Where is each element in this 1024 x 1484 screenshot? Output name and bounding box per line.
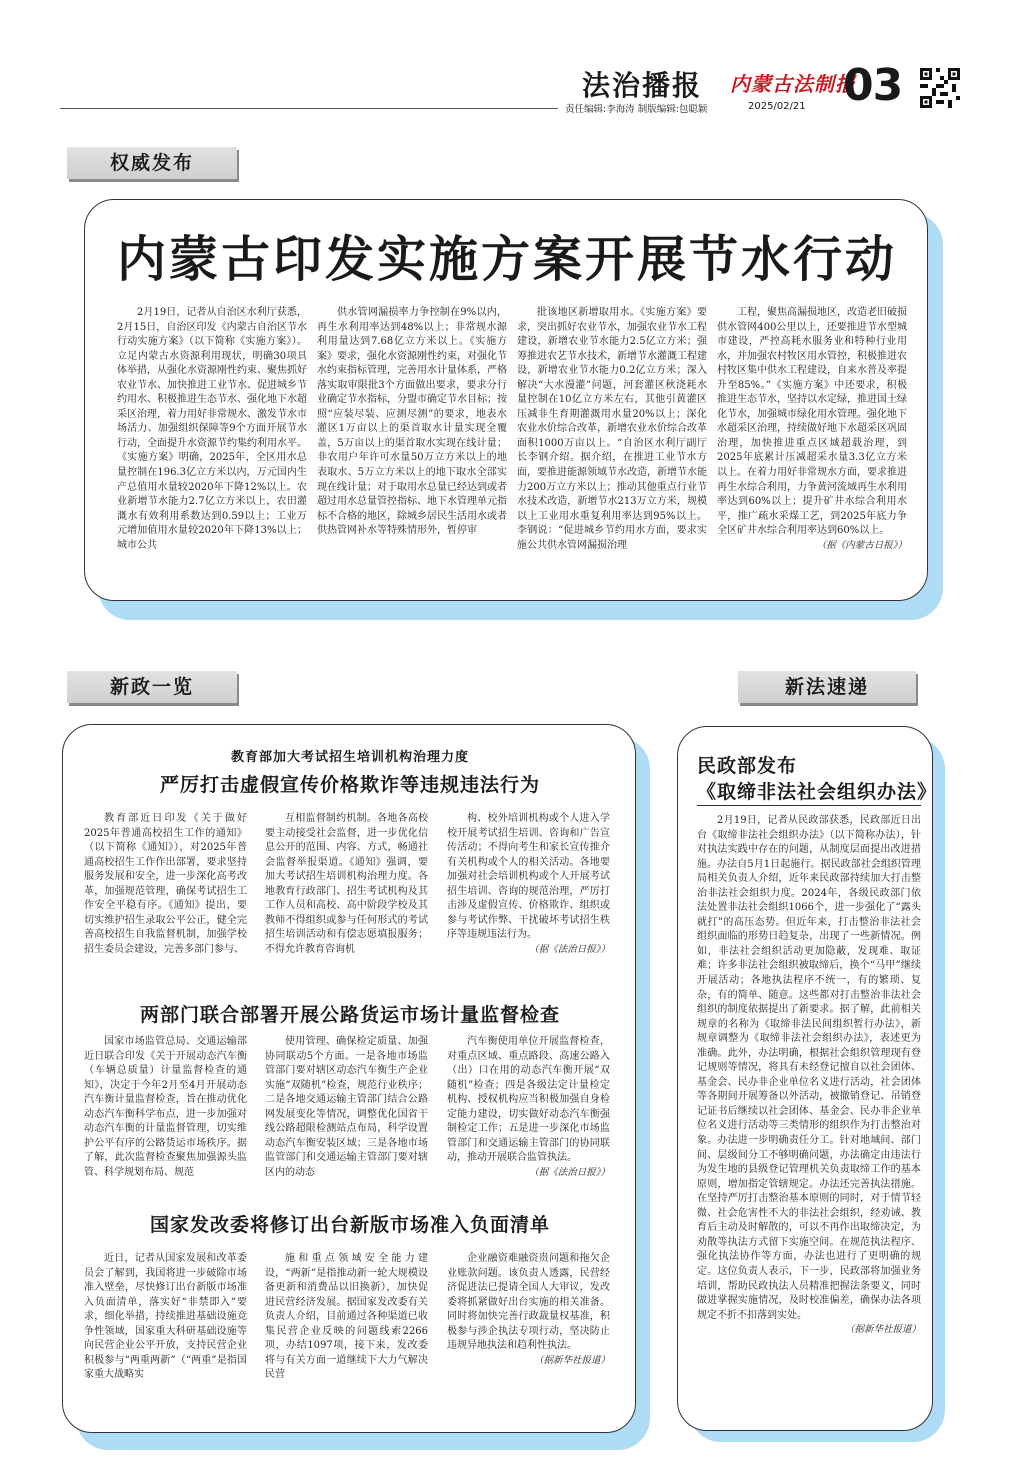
ndrc-article-source: （据新华社报道） (533, 1354, 610, 1366)
page-number: 03 (843, 60, 903, 111)
freight-article-col-2-text: 使用管理、确保检定质量、加强协同联动5个方面。一是各地市场监管部门要对辖区动态汽车衡生产企业实施“双随机”检查，规范行业秩序；二是各地交通运输主管部门结合公路网发展变化等情况，调整优化国省干线公路超限检测站点布局，科学设置动态汽车衡安装区域；三是各地市场监管部门和交通运输主管部门要对辖区内的动态 (265, 1036, 428, 1178)
law-article-title-line-2: 《取缔非法社会组织办法》 (697, 781, 938, 803)
tag-policy (67, 671, 237, 703)
editor-credit: 责任编辑:李海涛 制版编辑:包聪颖 (565, 104, 708, 115)
main-article-col-4-text: 工程，聚焦高漏损地区，改造老旧破损供水管网400公里以上，还要推进节水型城市建设，严控高耗水服务业和特种行业用水，并加强农村牧区用水管控，积极推进农村牧区集中供水工程建设，自来水普及率提升至85%。”《实施方案》中还要求，积极推进生态节水，坚持以水定绿，推进国土绿化节水，加强城市绿化用水管理。强化地下水超采区治理，持续做好地下水超采区巩固治理，加快推进重点区域超载治理，到2025年底累计压减超采水量3.3亿立方米以上。在着力用好非常规水方面，要求推进再生水综合利用，力争黄河流域再生水利用率达到60%以上；提升矿井水综合利用水平，推广疏水采煤工艺，到2025年底力争全区矿井水综合利用率达到60%以上。 (717, 307, 907, 537)
freight-article-col-1 (84, 1035, 247, 1195)
freight-article-title: 两部门联合部署开展公路货运市场计量监督检查 (139, 1004, 560, 1026)
law-article-source: （据新华社报道） (844, 1324, 921, 1336)
paper-name: 内蒙古法制报 (730, 72, 856, 96)
main-article-col-2-text: 供水管网漏损率力争控制在9%以内，再生水利用率达到48%以上；非常规水源利用量达到7.68亿立方米以上。《实施方案》要求，强化水资源刚性约束，对强化节水约束指标管理，完善用水计量体系，严格落实取审限批3个方面做出要求，要求分行业确定节水指标，分盟市确定节水目标；按照“应装尽装、应测尽测”的要求，地表水灌区1万亩以上的渠首取水计量实现全覆盖，5万亩以上的渠首取水实现在线计量；非农用户年许可水量50万立方米以上的地表取水、5万立方米以上的地下取水全部实现在线计量；对于取用水总量已经达到或者超过用水总量管控指标、地下水管理单元指标不合格的地区，除城乡居民生活用水或者供热管网补水等特殊情形外，暂停审 (317, 307, 507, 537)
edu-article-col-3-text: 构、校外培训机构或个人进入学校开展考试招生培训、咨询和广告宣传活动；不得向考生和家长宣传推介有关机构或个人的相关活动。各地要加强对社会培训机构或个人开展考试招生培训、咨询的规范治理，严厉打击涉及虚假宣传、价格欺诈、组织或参与考试作弊、干扰破坏考试招生秩序等违规违法行为。 (447, 813, 610, 941)
ndrc-article-col-3-text: 企业融资难融资贵问题和拖欠企业账款问题。该负责人透露，民营经济促进法已提请全国人大审议，发改委将抓紧做好出台实施的相关准备。同时将加快完善行政裁量权基准，积极参与涉企执法专项行动，坚决防止违规异地执法和趋利性执法。 (447, 1253, 610, 1352)
edu-article-subtitle: 教育部加大考试招生培训机构治理力度 (230, 750, 469, 765)
tag-policy-label: 新政一览 (109, 676, 194, 698)
main-article-col-1-text: 2月19日，记者从自治区水利厅获悉，2月15日，自治区印发《内蒙古自治区节水行动实施方案》（以下简称《实施方案》）。立足内蒙古水资源利用现状，明确30项具体举措，从强化水资源刚性约束、聚焦抓好农业节水、加快推进工业节水、促进城乡节约用水、积极推进生态节水、强化地下水超采区治理，着力用好非常规水、激发节水市场活力、加强组织保障等9个方面开展节水行动，全面提升水资源节约集约利用水平。《实施方案》明确，2025年，全区用水总量控制在196.3亿立方米以内，万元国内生产总值用水量较2020年下降12%以上。农业新增节水能力2.7亿立方米以上，农田灌溉水有效利用系数达到0.59以上；工业万元增加值用水量较2020年下降13%以上；城市公共 (117, 307, 307, 551)
edu-article-col-2 (265, 812, 428, 987)
law-article-title-line-1: 民政部发布 (697, 755, 798, 777)
ndrc-article-col-2-text: 施和重点领域安全能力建设，“两新”是指推动新一轮大规模设备更新和消费品以旧换新），加快促进民营经济发展。据国家发改委有关负责人介绍，目前通过各种渠道已收集民营企业反映的问题线索2266项，办结1097项，接下来，发改委将与有关方面一道继续下大力气解决民营 (265, 1253, 428, 1381)
issue-date: 2025/02/21 (748, 101, 806, 112)
main-article-col-4 (717, 306, 907, 586)
edu-article-col-2-text: 互相监督制约机制。各地各高校要主动接受社会监督，进一步优化信息公开的范围、内容、方式，畅通社会监督举报渠道。《通知》强调，要加大考试招生培训机构治理力度。各地教育行政部门、招生考试机构及其工作人员和高校、高中阶段学校及其教师不得组织或参与任何形式的考试招生培训活动和有偿志愿填报服务；不得允许教育咨询机 (265, 813, 428, 955)
edu-article-col-3 (447, 812, 610, 987)
freight-article-col-1-text: 国家市场监管总局、交通运输部近日联合印发《关于开展动态汽车衡（车辆总质量）计量监督检查的通知》，决定于今年2月至4月开展动态汽车衡计量监督检查，旨在推动优化动态汽车衡科学布点，进一步加强对动态汽车衡的计量监督管理，切实维护公平有序的公路货运市场秩序。据了解，此次监督检查聚焦加强源头监管、科学规划布局、规范 (84, 1036, 247, 1178)
ndrc-article-col-2 (265, 1252, 428, 1422)
header-rule (60, 108, 558, 109)
tag-newlaw (738, 671, 916, 703)
main-article-source: （据《内蒙古日报》） (816, 539, 907, 551)
law-article-body (697, 814, 921, 1424)
ndrc-article-col-3 (447, 1252, 610, 1422)
edu-article-title: 严厉打击虚假宣传价格欺诈等违规违法行为 (159, 774, 540, 796)
edu-article-source: （据《法治日报》） (529, 943, 610, 955)
tag-newlaw-label: 新法速递 (784, 676, 869, 698)
freight-article-col-2 (265, 1035, 428, 1195)
ndrc-article-col-1-text: 近日，记者从国家发展和改革委员会了解到，我国将进一步破除市场准入壁垒，尽快修订出台新版市场准入负面清单，落实好“非禁即入”要求，细化举措，持续推进基础设施竞争性领域，国家重大科研基础设施等向民营企业公平开放，支持民营企业积极参与“两重两新”（“两重”是指国家重大战略实 (84, 1253, 247, 1381)
freight-article-col-3 (447, 1035, 610, 1195)
main-article-title: 内蒙古印发实施方案开展节水行动 (116, 230, 897, 288)
freight-article-source: （据《法治日报》） (529, 1166, 610, 1178)
tag-authority (67, 147, 237, 179)
main-article-col-2 (317, 306, 507, 586)
law-article-rule (697, 805, 921, 806)
edu-article-col-1-text: 教育部近日印发《关于做好2025年普通高校招生工作的通知》（以下简称《通知》），对2025年普通高校招生工作作出部署，要求坚持服务发展和安全，进一步深化高考改革，加强规范管理，确保考试招生工作安全平稳有序。《通知》提出，要切实维护招生录取公平公正，健全完善高校招生自我监督机制，加强学校招生委员会建设，完善多部门参与、 (84, 813, 247, 955)
edu-article-col-1 (84, 812, 247, 987)
freight-article-col-3-text: 汽车衡使用单位开展监督检查，对重点区域、重点路段、高速公路入（出）口在用的动态汽车衡开展“双随机”检查；四是各级法定计量检定机构、授权机构应当积极加强自身检定能力建设，切实做好动态汽车衡强制检定工作；五是进一步深化市场监管部门和交通运输主管部门的协同联动，推动开展联合监管执法。 (447, 1036, 610, 1164)
main-article-col-1 (117, 306, 307, 586)
ndrc-article-col-1 (84, 1252, 247, 1422)
law-article-text: 2月19日，记者从民政部获悉，民政部近日出台《取缔非法社会组织办法》（以下简称办法），针对执法实践中存在的问题，从制度层面提出改进措施。办法自5月1日起施行。据民政部社会组织管理局相关负责人介绍，近年来民政部持续加大打击整治非法社会组织力度。2024年，各级民政部门依法处置非法社会组织1066个，进一步强化了“露头就打”的高压态势。但近年来，打击整治非法社会组织面临的形势日趋复杂，出现了一些新情况。例如，非法社会组织活动更加隐蔽，发现难、取证难；许多非法社会组织被取缔后，换个“马甲”继续开展活动；各地执法程序不统一，有的繁琐、复杂，有的简单、随意。这些都对打击整治非法社会组织的制度依据提出了新要求。据了解，此前相关规章的名称为《取缔非法民间组织暂行办法》，新规章调整为《取缔非法社会组织办法》，表述更为准确。此外，办法明确，根据社会组织管理现有登记规则等情况，将具有未经登记擅自以社会团体、基金会、民办非企业单位名义进行活动，社会团体等各期间开展筹备以外活动，被撤销登记、吊销登记证书后继续以社会团体、基金会、民办非企业单位名义进行活动等三类情形的组织作为打击整治对象。办法进一步明确责任分工。针对地域间、部门间、层级间分工不够明确问题，办法确定由违法行为发生地的县级登记管理机关负责取缔工作的基本原则，增加指定管辖规定。办法还完善执法措施。在坚持严厉打击整治基本原则的同时，对于情节轻微、社会危害性不大的非法社会组织，经劝诫、教育后主动及时解散的，可以不再作出取缔决定，为劝散等执法方式留下实施空间。在规范执法程序、强化执法协作等方面，办法也进行了更明确的规定。这位负责人表示，下一步，民政部将加强业务培训，帮助民政执法人员精准把握法条要义，同时做进掌握实施情况，及时校准偏差，确保办法各项规定不折不扣落到实处。 (697, 815, 921, 1321)
qr-code-icon (920, 68, 960, 108)
main-article-col-3 (517, 306, 707, 586)
ndrc-article-title: 国家发改委将修订出台新版市场准入负面清单 (149, 1214, 550, 1236)
tag-authority-label: 权威发布 (109, 152, 194, 174)
main-article-col-3-text: 批该地区新增取用水。《实施方案》要求，突出抓好农业节水，加强农业节水工程建设，新增农业节水能力2.5亿立方米；强筹推进农艺节水技术，新增节水灌溉工程建设，新增农业节水能力0.2亿立方米；深入解决“大水漫灌”问题，河套灌区秋浇耗水量控制在10亿立方米左右，其他引黄灌区压减非生育期灌溉用水量20%以上；深化农业水价综合改革，新增农业水价综合改革面积1000万亩以上。“自治区水利厅副厅长李钢介绍。据介绍，在推进工业节水方面，要推进能源领域节水改造，新增节水能力200万立方米以上；推动其他重点行业节水技术改造，新增节水213万立方米，规模以上工业用水重复利用率达到95%以上。李钢说：“促进城乡节约用水方面，要求实施公共供水管网漏损治理 (517, 307, 707, 551)
section-title: 法治播报 (582, 69, 703, 102)
